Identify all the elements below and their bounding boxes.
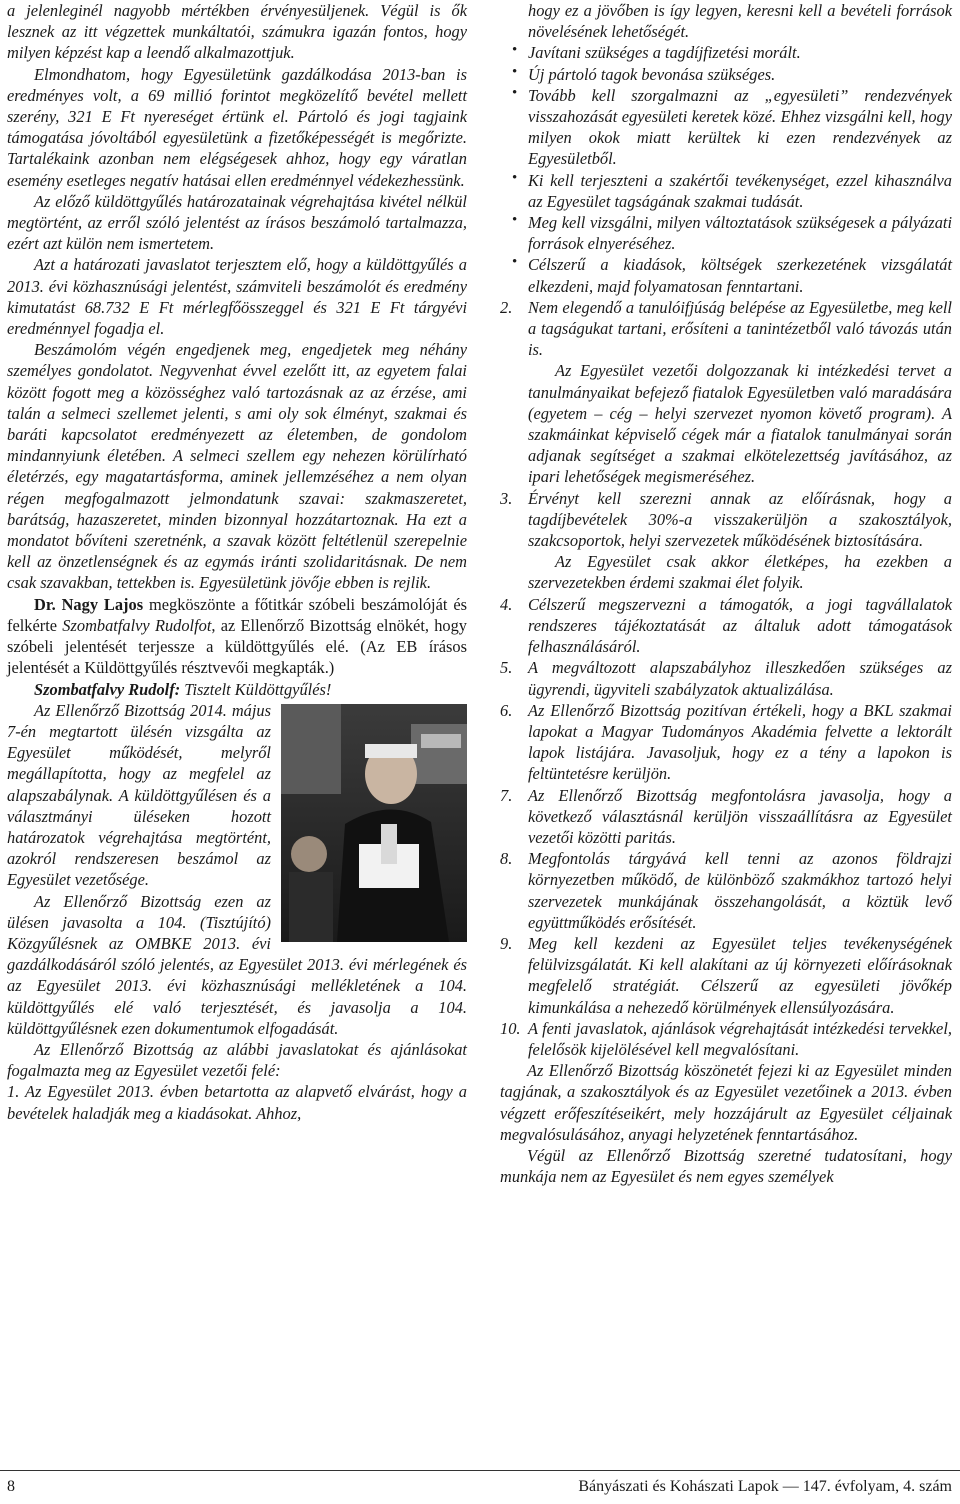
paragraph: Végül az Ellenőrző Bizottság szeretné tudatosítani, hogy munkája nem az Egyesület és nem egyes személyek [500,1145,952,1187]
paragraph: Az Ellenőrző Bizottság 2014. május 7-én megtartott ülésén vizsgálta az Egyesület működését, melyről megállapította, hogy az megfelel az alapszabálynak. A küldöttgyűlésen és a választmányi üléseken hozott határozatok végrehajtása megtörtént, azokról rendszeresen beszámol az Egyesület vezetősége. [7,700,271,890]
item-paragraph: Érvényt kell szerezni annak az előírásnak, hogy a tagdíjbevételek 30%-a visszakerüljön a szakosztályok, szakcsoportok, helyi szervezetek működésének biztosítására. [528,488,952,551]
item-paragraph: A megváltozott alapszabályhoz illeszkedően szükséges az ügyrendi, ügyviteli szabályzatok aktualizálása. [528,658,952,699]
numbered-item [500,785,952,849]
paragraph: Az Ellenőrző Bizottság köszönetét fejezi ki az Egyesület minden tagjának, a szakosztályok és az Egyesület vezetőinek a 2013. évben végzett erőfeszítéseikért, mely hozzájárult az Egyesület céljainak megvalósulásához, anyagi helyzetének fenntartásához. [500,1061,952,1144]
paragraph-text: megköszönte a főtitkár szóbeli beszámolóját és felkérte [7,594,467,635]
paragraph-text: , az Ellenőrző Bizottság elnökét, hogy szóbeli jelentését terjessze a küldöttgyűlés elé. (Az EB írásos jelentését a Küldöttgyűlés résztvevői megkapták.) [7,615,467,678]
paragraph: 1. Az Egyesület 2013. évben betartotta az alapvető elvárást, hogy a bevételek haladják meg a kiadásokat. Ahhoz, [7,1082,467,1123]
item-paragraph: Nem elegendő a tanulóifjúság belépése az Egyesületbe, meg kell a tagságukat tartani, erősíteni a tanintézetből való távozás után is. [528,297,952,360]
item-paragraph: Megfontolás tárgyává kell tenni az azonos földrajzi környezetben működő, de különböző szakmákhoz tartozó helyi szervezetek munkájának összehangolását, a köztük levő együttműködés erősítését. [528,849,952,932]
bullet-item: • Meg kell vizsgálni, milyen változtatások szükségesek a pályázati források elnyeréséhez. [528,213,952,254]
item-number: 8. [500,849,513,869]
item-number: 4. [500,594,513,614]
person-name: Dr. Nagy Lajos [34,594,144,614]
footer-rule [0,1470,960,1471]
item-number: 9. [500,933,513,953]
bullet-item: • Ki kell terjeszteni a szakértői tevékenységet, ezzel kihasználva az Egyesület tagságának szakmai tudását. [528,170,952,211]
right-column [500,0,952,1187]
speaker-photo [281,704,467,942]
item-paragraph: A fenti javaslatok, ajánlások végrehajtását intézkedési tervekkel, felelősök kijelölésével kell megvalósítani. [528,1018,952,1059]
item-paragraph: Az Ellenőrző Bizottság pozitívan értékeli, hogy a BKL szakmai lapokat a Magyar Tudományos Akadémia felvette a lektorált lapok listájára. Javasoljuk, hogy ez a tény a lapokon is feltüntetésre kerüljön. [528,700,952,784]
paragraph [7,594,467,679]
item-paragraph: Meg kell kezdeni az Egyesület teljes tevékenységének felülvizsgálatát. Ki kell alakítani az új környezeti előírásoknak megfelelő stratégiát. Célszerű az egyesületi jövőkép kimunkálása a nehezedő körülmények ellensúlyozására. [528,933,952,1017]
numbered-item [500,297,952,488]
item-number: 10. [500,1018,521,1038]
paragraph: Az előző küldöttgyűlés határozatainak végrehajtása kivétel nélkül megtörtént, az erről szóló jelentést az írásos beszámoló tartalmazza, ezért azt külön nem ismertetem. [7,191,467,254]
paragraph: a jelenleginél nagyobb mértékben érvényesüljenek. Végül is ők lesznek az itt végzettek munkáltatói, számukra igazán fontos, hogy milyen képzést kap a leendő alkalmazottjuk. [7,1,467,63]
person-name: Szombatfalvy Rudolfot [62,615,212,635]
paragraph-text: Tisztelt Küldöttgyűlés! [180,679,332,699]
bullet-item: • Javítani szükséges a tagdíjfizetési morált. [528,43,801,63]
page-number: 8 [7,1478,15,1495]
speaker-name: Szombatfalvy Rudolf: [34,679,181,699]
item-number: 5. [500,658,513,678]
numbered-item [500,1018,952,1060]
numbered-list [500,297,952,1060]
item-paragraph: Az Egyesület vezetői dolgozzanak ki intézkedési tervet a tanulmányaikat befejező fiatalok Egyesületben való maradására (egyetem – cég – helyi szervezet nyomon követő program). A szakmáinkat képviselő cégek már a fiatalok tanulmányai során adjanak segítséget a szakmai elkötelezettség javításához, az ipari lehetőségek megismeréséhez. [528,361,952,487]
left-column [7,0,467,1124]
item-paragraph: Az Egyesület csak akkor életképes, ha ezekben a szervezetekben érdemi szakmai élet folyik. [528,552,952,593]
paragraph: Beszámolóm végén engedjenek meg, engedjetek meg néhány személyes gondolatot. Negyvenhat évvel ezelőtt itt, az egyetem falai között fogott meg a közösséghez való tartozásnak az az érzése, ami talán a selmeci szellemet jelenti, s ami oly sok élményt, szakmai és baráti kapcsolatot eredményezett az életemben, de gondolom mindannyiunk életében. A selmeci szellem egy nehezen körülírható életérzés, egy magatartásforma, aminek jellemzéséhez a nem olyan régen megfogalmazott jelmondatunk szavai: szakmaszeretet, barátság, hazaszeretet, minden bizonnyal hozzátartoznak. Ha ezt a mondatot bővíteni szeretnénk, a szavak között feltétlenül szerepelnie kell az önzetlenségnek és az egymás iránti szolidaritásnak. De nem csak szavakban, tettekben is. Egyesületünk jövője ebben is rejlik. [7,340,467,593]
journal-title: Bányászati és Kohászati Lapok — 147. évfolyam, 4. szám [578,1478,952,1495]
paragraph: hogy ez a jövőben is így legyen, keresni kell a bevételi források növelésének lehetőségét. [528,1,952,42]
paragraph [7,679,467,700]
paragraph: Az Ellenőrző Bizottság ezen az ülésen javasolta a 104. (Tisztújító) Közgyűlésnek az OMBKE 2013. évi gazdálkodásáról szóló jelentés, az Egyesület 2013. évi mérlegének és az Egyesület 2013. évi közhasznúsági mellékletének a 104. küldöttgyűlés elé való terjesztését, és javasolja a 104. küldöttgyűlésnek ezen dokumentumok elfogadását. [7,891,467,1038]
bullet-item: • Célszerű a kiadások, költségek szerkezetének vizsgálatát elkezdeni, majd folyamatosan fenntartani. [528,255,952,296]
item-number: 6. [500,700,513,720]
numbered-item [500,488,952,594]
numbered-item [500,848,952,933]
bullet-list [500,42,952,296]
bullet-item: • Tovább kell szorgalmazni az „egyesületi” rendezvények visszahozását egyesületi keretek közé. Ehhez vizsgálni kell, hogy milyen okok miatt kerültek ki ezen rendezvények az Egyesületből. [528,85,952,169]
item-number: 2. [500,297,513,317]
numbered-item [500,657,952,699]
numbered-item [500,933,952,1018]
paragraph: Az Ellenőrző Bizottság az alábbi javaslatokat és ajánlásokat fogalmazta meg az Egyesület vezetői felé: [7,1039,467,1081]
paragraph: Elmondhatom, hogy Egyesületünk gazdálkodása 2013-ban is eredményes volt, a 69 millió forintot megközelítő bevétel mellett szerény, 321 E Ft nyereséget értünk el. Pártoló és jogi tagjaink támogatása jóvoltából egyesületünk a fizetőképességét is megőrizte. Tartalékaink azonban nem elégségesek ahhoz, hogy egy váratlan esemény esetleges negatív hatásai ellen eredménnyel védekezhessünk. [7,64,467,190]
paragraph: Azt a határozati javaslatot terjesztem elő, hogy a küldöttgyűlés a 2013. évi közhasznúsági jelentést, számviteli beszámolót és eredmény kimutatást 68.732 E Ft mérlegfőösszeggel és 321 E Ft tárgyévi eredménnyel fogadja el. [7,255,467,339]
numbered-item [500,700,952,785]
item-number: 3. [500,488,513,508]
item-number: 7. [500,785,513,805]
bullet-item: • Új pártoló tagok bevonása szükséges. [528,64,776,84]
item-paragraph: Az Ellenőrző Bizottság megfontolásra javasolja, hogy a következő választásnál kerüljön visszaállításra az Egyesület vezetői közötti paritás. [528,785,952,847]
item-paragraph: Célszerű megszervezni a támogatók, a jogi tagvállalatok rendszeres tájékoztatását az általuk adott támogatások felhasználásáról. [528,594,952,657]
numbered-item [500,594,952,658]
